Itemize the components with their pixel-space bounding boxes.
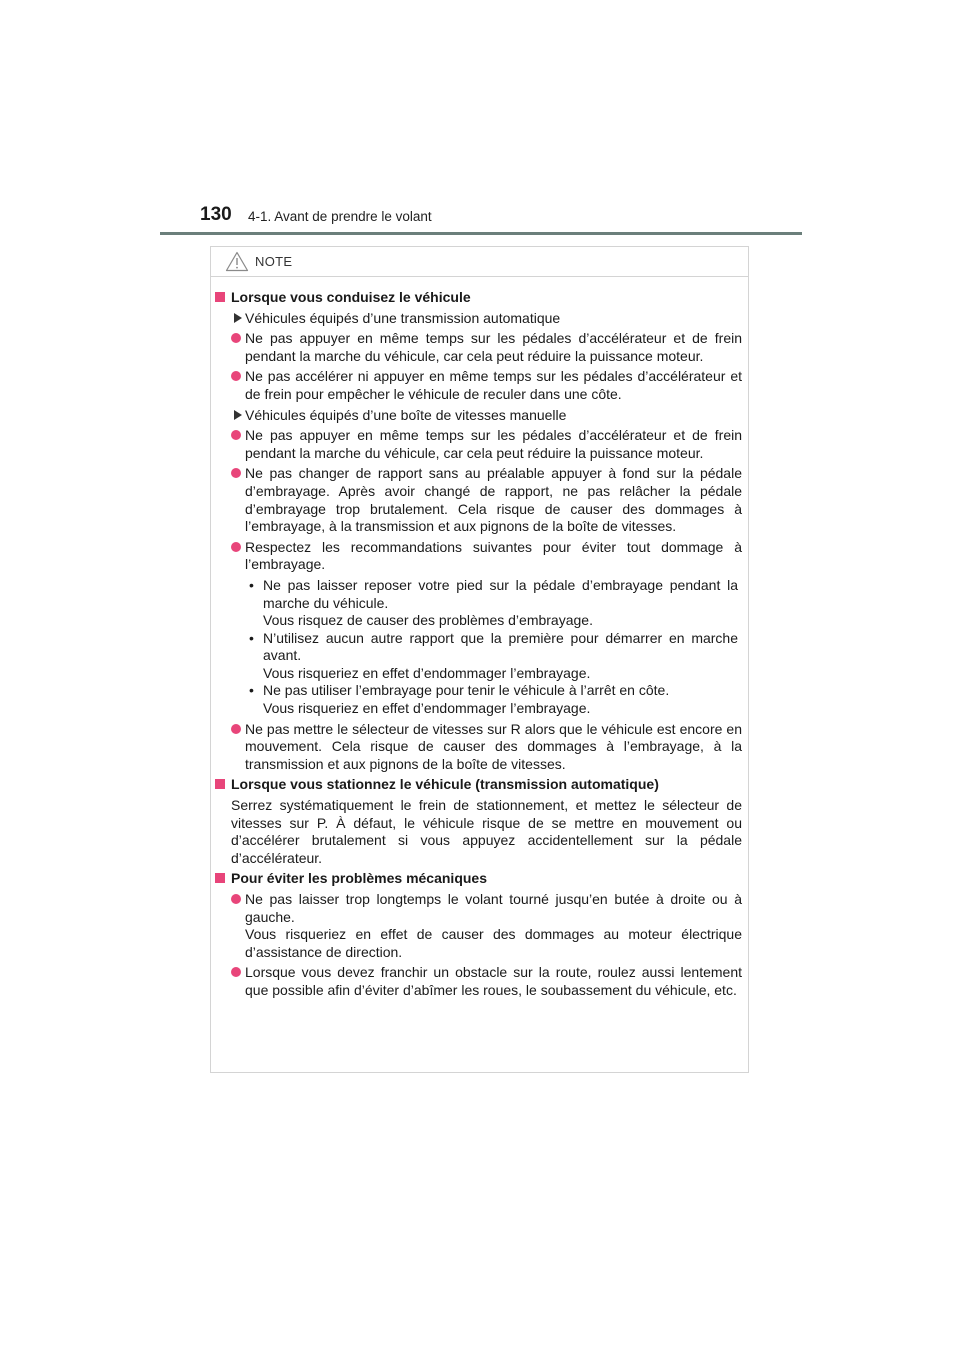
list-item: Ne pas changer de rapport sans au préalable appuyer à fond sur la pédale d’embrayage. Après avoir changé de rapport, ne pas relâcher la pédale d’embrayage trop brutalement. Cela risque de causer des dommages à l’embrayage, à la transmission et aux pignons de la boîte de vitesses. <box>215 465 742 535</box>
page-header <box>200 200 805 236</box>
circle-bullet-icon <box>231 468 241 478</box>
circle-bullet-icon <box>231 542 241 552</box>
circle-bullet-icon <box>231 724 241 734</box>
note-box <box>210 246 749 1073</box>
dash-item: • Ne pas utiliser l’embrayage pour tenir le véhicule à l’arrêt en côte. Vous risqueriez en effet d’endommager l’embrayage. <box>249 682 670 717</box>
list-item: Ne pas accélérer ni appuyer en même temps sur les pédales d’accélérateur et de frein pour empêcher le véhicule de reculer dans une côte. <box>215 368 742 403</box>
list-item: Respectez les recommandations suivantes pour éviter tout dommage à l’embrayage. <box>215 539 742 574</box>
list-item: Lorsque vous devez franchir un obstacle sur la route, roulez aussi lentement que possible afin d’éviter d’abîmer les roues, le soubassement du véhicule, etc. <box>215 964 742 999</box>
circle-bullet-icon <box>231 430 241 440</box>
square-bullet-icon <box>215 779 225 789</box>
square-bullet-icon <box>215 873 225 883</box>
triangle-arrow-icon <box>234 313 242 323</box>
subheading: Véhicules équipés d’une transmission automatique <box>215 310 742 328</box>
square-bullet-icon <box>215 292 225 302</box>
circle-bullet-icon <box>231 894 241 904</box>
warning-triangle-icon <box>225 251 249 272</box>
subheading: Véhicules équipés d’une boîte de vitesses manuelle <box>215 407 742 425</box>
note-header <box>211 247 748 277</box>
triangle-arrow-icon <box>234 410 242 420</box>
note-label: NOTE <box>255 254 293 269</box>
section-heading: Lorsque vous conduisez le véhicule <box>215 289 742 307</box>
page-number: 130 <box>200 204 232 225</box>
section-heading: Pour éviter les problèmes mécaniques <box>215 870 742 888</box>
list-item: Ne pas laisser trop longtemps le volant tourné jusqu’en butée à droite ou à gauche. Vous risqueriez en effet de causer des dommages au moteur électrique d’assistance de direction. <box>215 891 742 961</box>
list-item: Ne pas mettre le sélecteur de vitesses sur R alors que le véhicule est encore en mouvement. Cela risque de causer des dommages à l’embrayage, à la transmission et aux pignons de la boîte de vitesses. <box>215 721 742 774</box>
note-body <box>211 277 748 1000</box>
circle-bullet-icon <box>231 371 241 381</box>
circle-bullet-icon <box>231 967 241 977</box>
list-item: Ne pas appuyer en même temps sur les pédales d’accélérateur et de frein pendant la marche du véhicule, car cela peut réduire la puissance moteur. <box>215 330 742 365</box>
list-item: Ne pas appuyer en même temps sur les pédales d’accélérateur et de frein pendant la marche du véhicule, car cela peut réduire la puissance moteur. <box>215 427 742 462</box>
dash-item: • N’utilisez aucun autre rapport que la première pour démarrer en marche avant. Vous risqueriez en effet d’endommager l’embrayage. <box>249 629 738 681</box>
dash-list <box>215 577 742 718</box>
paragraph: Serrez systématiquement le frein de stationnement, et mettez le sélecteur de vitesses sur P. À défaut, le véhicule risque de se mettre en mouvement ou d’accélérer brutalement si vous appuyez accidentellement sur la pédale d’accélérateur. <box>231 797 742 866</box>
section-title: 4-1. Avant de prendre le volant <box>248 209 432 224</box>
circle-bullet-icon <box>231 333 241 343</box>
section-heading: Lorsque vous stationnez le véhicule (transmission automatique) <box>215 776 742 794</box>
header-rule <box>160 232 802 235</box>
dash-item: • Ne pas laisser reposer votre pied sur la pédale d’embrayage pendant la marche du véhicule. Vous risquez de causer des problèmes d’embrayage. <box>249 576 738 629</box>
